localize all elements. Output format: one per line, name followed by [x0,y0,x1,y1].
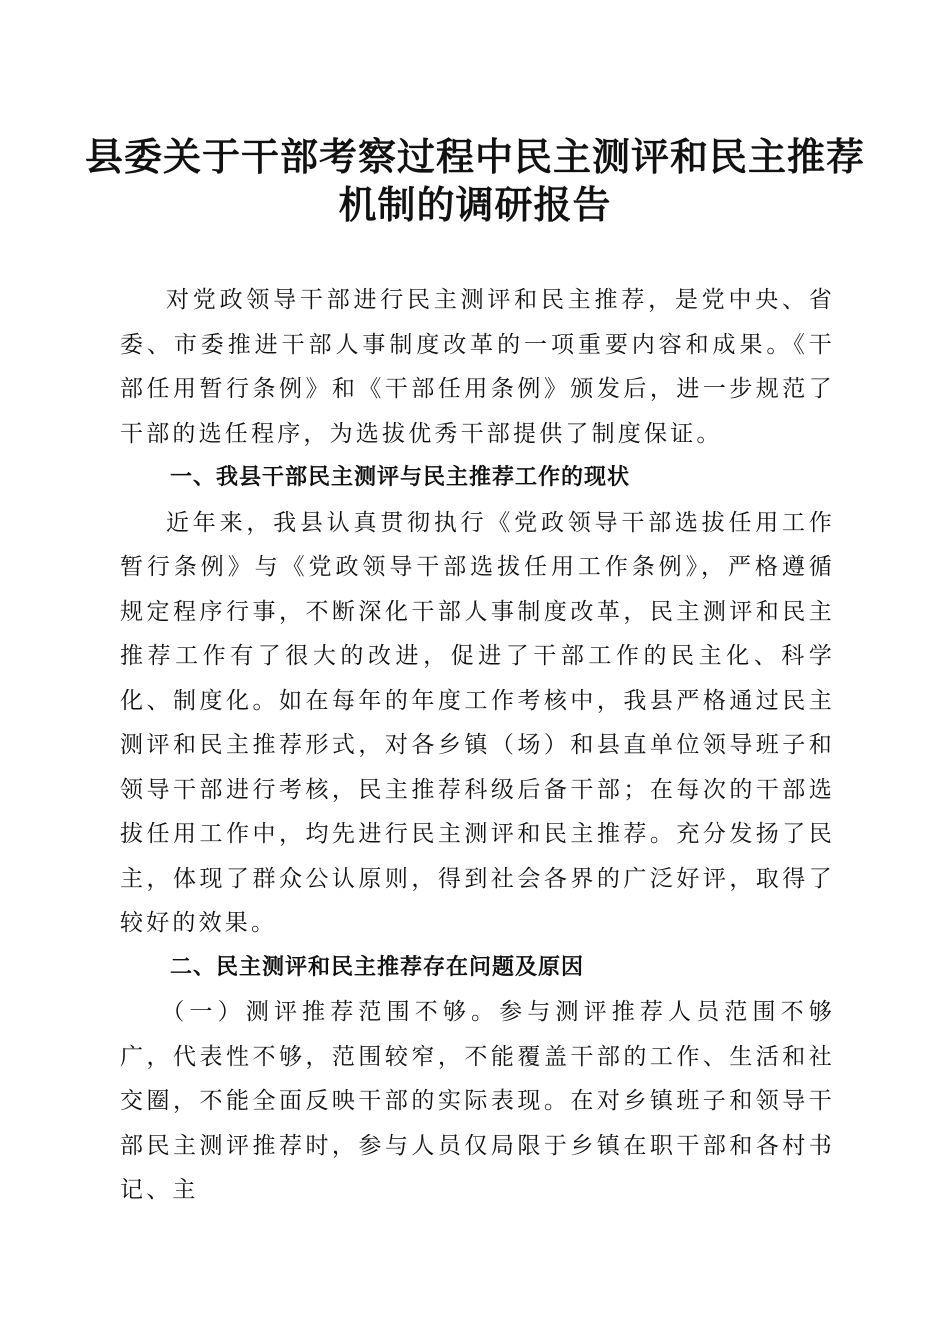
section-1-paragraph: 近年来，我县认真贯彻执行《党政领导干部选拔任用工作暂行条例》与《党政领导干部选拔任用工作条例》，严格遵循规定程序行事，不断深化干部人事制度改革，民主测评和民主推荐工作有了很大的改进，促进了干部工作的民主化、科学化、制度化。如在每年的年度工作考核中，我县严格通过民主测评和民主推荐形式，对各乡镇（场）和县直单位领导班子和领导干部进行考核，民主推荐科级后备干部；在每次的干部选拔任用工作中，均先进行民主测评和民主推荐。充分发扬了民主，体现了群众公认原则，得到社会各界的广泛好评，取得了较好的效果。 [120,509,835,936]
document-body [120,278,835,1213]
intro-paragraph: 对党政领导干部进行民主测评和民主推荐，是党中央、省委、市委推进干部人事制度改革的一项重要内容和成果。《干部任用暂行条例》和《干部任用条例》颁发后，进一步规范了干部的选任程序，为选拔优秀干部提供了制度保证。 [120,287,835,447]
section-2-heading: 二、民主测评和民主推荐存在问题及原因 [170,954,585,980]
document-title-line-1: 县委关于干部考察过程中民主测评和民主推荐 [84,134,865,179]
section-2-item-1-paragraph: （一）测评推荐范围不够。参与测评推荐人员范围不够广，代表性不够，范围较窄，不能覆盖干部的工作、生活和社交圈，不能全面反映干部的实际表现。在对乡镇班子和领导干部民主测评推荐时，参与人员仅局限于乡镇在职干部和各村书记、主 [120,999,835,1203]
document-title-line-2: 机制的调研报告 [338,182,612,227]
section-1-heading: 一、我县干部民主测评与民主推荐工作的现状 [170,465,631,490]
